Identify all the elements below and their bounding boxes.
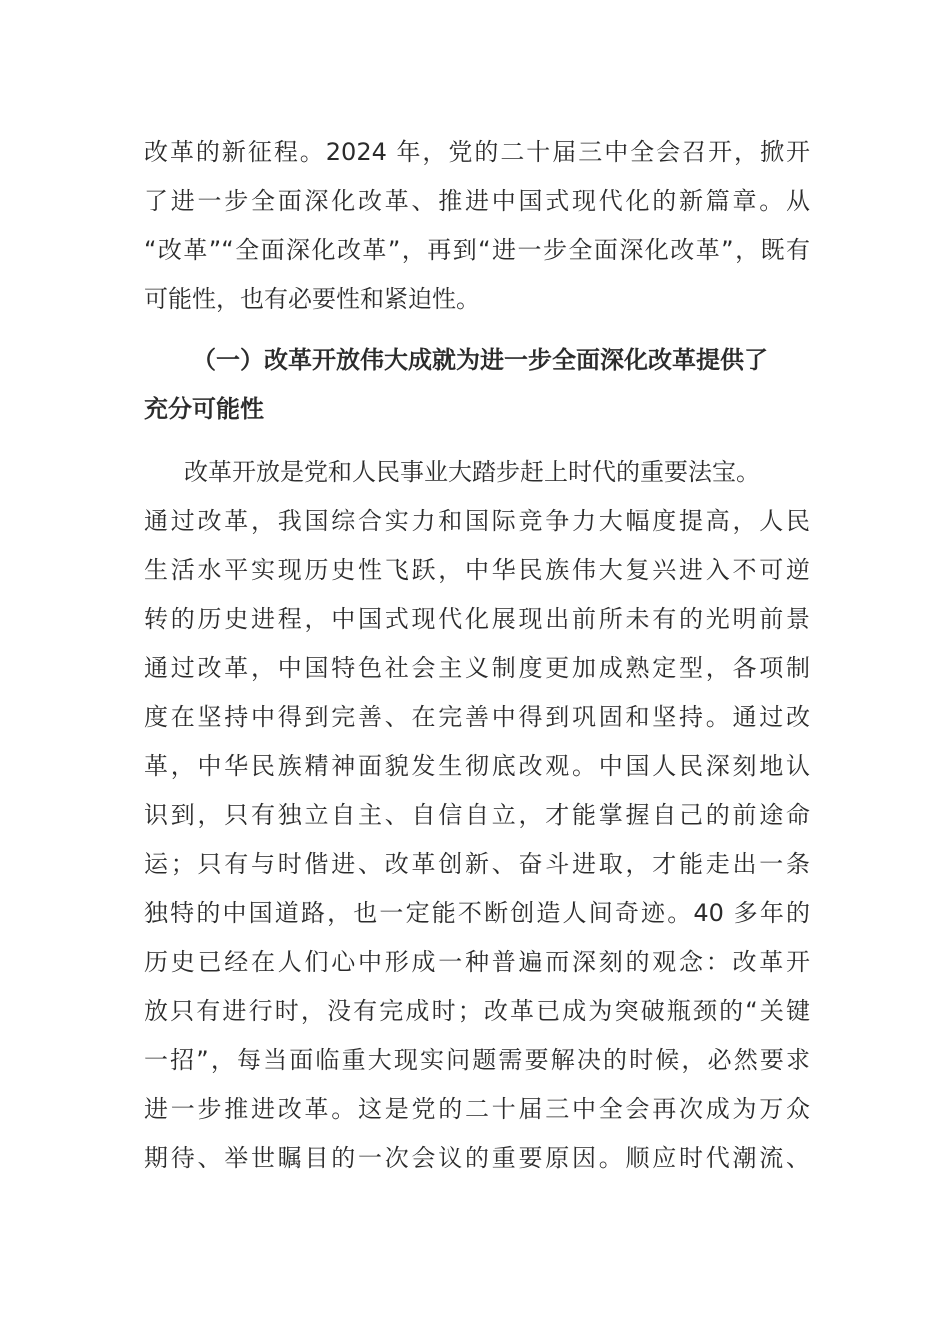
text-line: 识到，只有独立自主、自信自立，才能掌握自己的前途命 xyxy=(144,801,810,829)
text-line: 历史已经在人们心中形成一种普遍而深刻的观念：改革开 xyxy=(144,948,810,976)
heading-line: 充分可能性 xyxy=(144,395,264,423)
paragraph-intro xyxy=(144,128,810,324)
heading-line: （一）改革开放伟大成就为进一步全面深化改革提供了 xyxy=(192,346,768,374)
text-line: 生活水平实现历史性飞跃，中华民族伟大复兴进入不可逆 xyxy=(144,556,810,584)
text-line: 独特的中国道路，也一定能不断创造人间奇迹。40 多年的 xyxy=(144,899,810,927)
text-line: 转的历史进程，中国式现代化展现出前所未有的光明前景 xyxy=(144,605,810,633)
text-line: 了进一步全面深化改革、推进中国式现代化的新篇章。从 xyxy=(144,187,810,215)
text-line: 通过改革，中国特色社会主义制度更加成熟定型，各项制 xyxy=(144,654,810,682)
paragraph-body xyxy=(144,448,810,1183)
text-line: 革，中华民族精神面貌发生彻底改观。中国人民深刻地认 xyxy=(144,752,810,780)
text-line: 一招”，每当面临重大现实问题需要解决的时候，必然要求 xyxy=(144,1046,810,1074)
text-line: 进一步推进改革。这是党的二十届三中全会再次成为万众 xyxy=(144,1095,810,1123)
text-line: 放只有进行时，没有完成时；改革已成为突破瓶颈的“关键 xyxy=(144,997,810,1025)
text-line: 改革的新征程。2024 年，党的二十届三中全会召开，掀开 xyxy=(144,138,810,166)
text-line: 可能性，也有必要性和紧迫性。 xyxy=(144,285,480,313)
text-line: “改革”“全面深化改革”，再到“进一步全面深化改革”，既有 xyxy=(144,236,810,264)
text-line: 运；只有与时偕进、改革创新、奋斗进取，才能走出一条 xyxy=(144,850,810,878)
text-line: 改革开放是党和人民事业大踏步赶上时代的重要法宝。 xyxy=(184,458,760,486)
text-line: 通过改革，我国综合实力和国际竞争力大幅度提高，人民 xyxy=(144,507,810,535)
text-line: 度在坚持中得到完善、在完善中得到巩固和坚持。通过改 xyxy=(144,703,810,731)
section-heading xyxy=(144,336,810,434)
text-line: 期待、举世瞩目的一次会议的重要原因。顺应时代潮流、 xyxy=(144,1144,810,1172)
